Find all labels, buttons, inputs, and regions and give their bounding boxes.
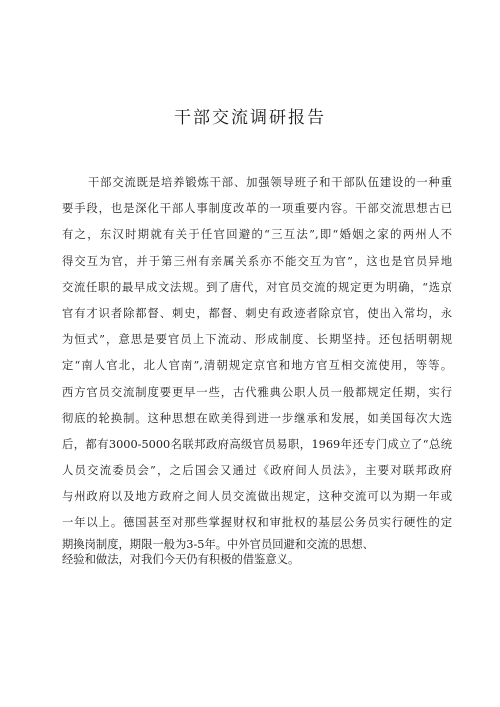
body-line: 定“南人官北，北人官南”,清朝规定京官和地方官互相交流使用，等等。 (62, 359, 452, 373)
body-line: 官有才识者除都督、刺史，都督、刺史有政迹者除京官，使出入常均，永 (62, 306, 452, 320)
document-body (62, 170, 452, 567)
body-line: 为恒式”，意思是要官员上下流动、形成制度、长期坚持。还包括明朝规 (62, 333, 452, 347)
body-line: 与州政府以及地方政府之间人员交流做出规定，这种交流可以为期一年或 (62, 490, 452, 504)
body-line: 彻底的轮换制。这种思想在欧美得到进一步继承和发展，如美国每次大选 (62, 411, 452, 425)
body-line: 有之，东汉时期就有关于任官回避的“三互法”,即“婚姻之家的两州人不 (62, 228, 452, 242)
body-line: 得交互为官，并于第三州有亲属关系亦不能交互为官”，这也是官员异地 (62, 254, 452, 268)
body-line: 经验和做法，对我们今天仍有积极的借鉴意义。 (62, 552, 300, 566)
body-line: 要手段，也是深化干部人事制度改革的一项重要内容。干部交流思想古已 (62, 202, 452, 216)
body-line: 西方官员交流制度要更早一些，古代雅典公职人员一般都规定任期，实行 (62, 385, 452, 399)
document-title: 干部交流调研报告 (174, 108, 326, 128)
body-line: 干部交流既是培养锻炼干部、加强领导班子和干部队伍建设的一种重 (88, 176, 452, 189)
body-line: 后，都有3000-5000名联邦政府高级官员易职，1969年还专门成立了“总统 (62, 437, 452, 451)
body-line: 一年以上。德国甚至对那些掌握财权和审批权的基层公务员实行硬性的定 (62, 516, 452, 530)
body-line: 人员交流委员会”，之后国会又通过《政府间人员法》，主要对联邦政府 (62, 464, 452, 478)
body-line: 期換岗制度，期限一般为3-5年。中外官员回避和交流的思想、 (62, 537, 374, 551)
body-line: 交流任职的最早成文法规。到了唐代，对官员交流的规定更为明确，“选京 (62, 280, 452, 294)
